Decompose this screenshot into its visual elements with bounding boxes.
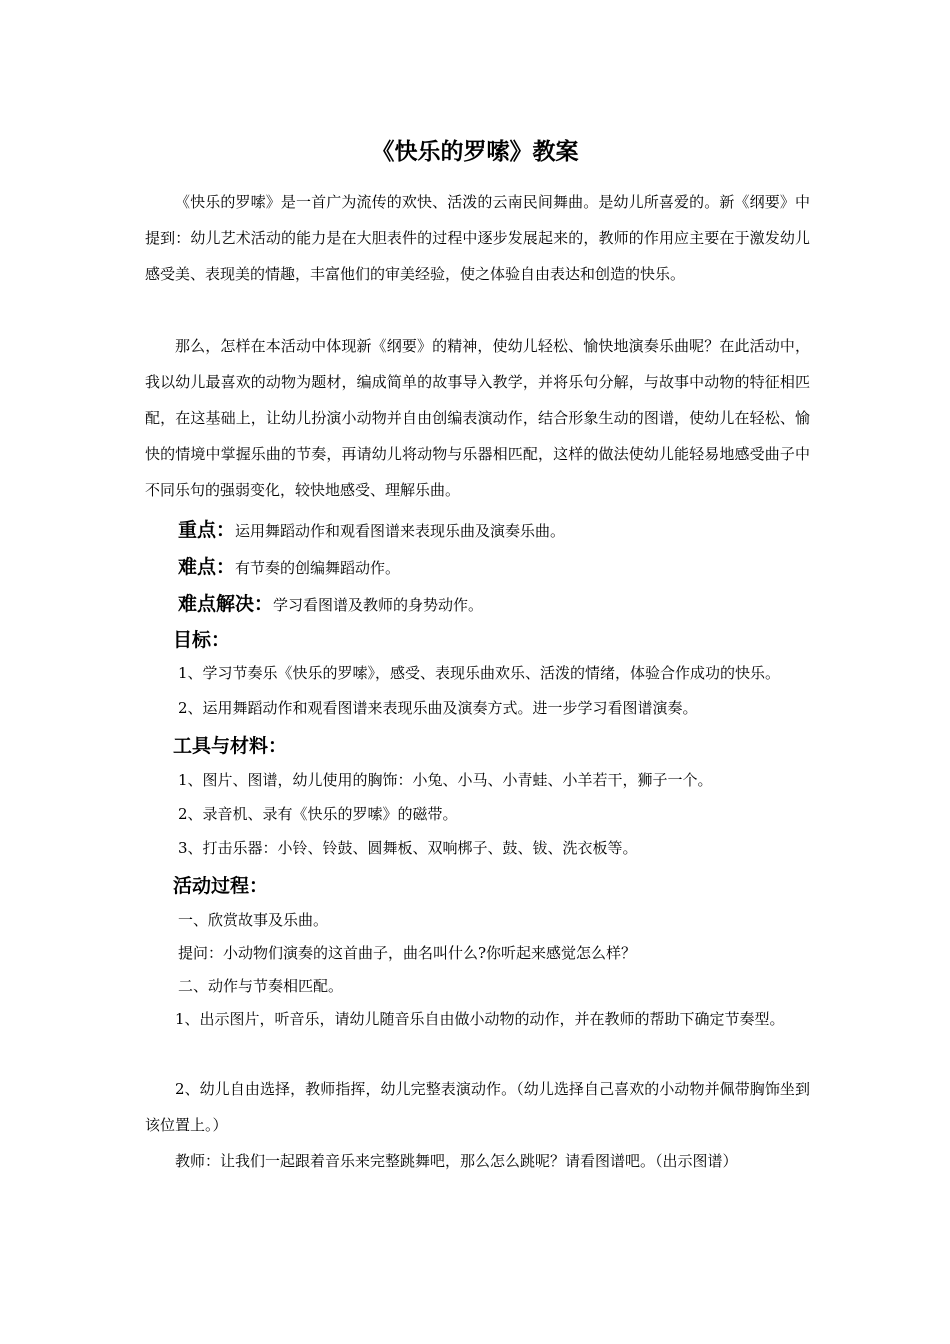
goal-item-2: 2、运用舞蹈动作和观看图谱来表现乐曲及演奏方式。进一步学习看图谱演奏。 <box>178 699 698 717</box>
document-title: 《快乐的罗嗦》教案 <box>371 139 579 165</box>
process-step-1: 一、欣赏故事及乐曲。 <box>178 911 329 929</box>
process-question: 提问：小动物们演奏的这首曲子，曲名叫什么?你听起来感觉怎么样？ <box>178 944 637 962</box>
process-heading: 活动过程： <box>173 875 269 897</box>
materials-heading: 工具与材料： <box>173 735 288 757</box>
material-item-3: 3、打击乐器：小铃、铃鼓、圆舞板、双响梆子、鼓、钹、洗衣板等。 <box>178 839 638 857</box>
key-point <box>178 515 565 542</box>
key-point-label: 重点： <box>178 519 236 541</box>
difficulty <box>178 552 400 579</box>
difficulty-solution <box>178 589 483 616</box>
intro-paragraph-1: 《快乐的罗嗦》是一首广为流传的欢快、活泼的云南民间舞曲。是幼儿所喜爱的。新《纲要》中提到：幼儿艺术活动的能力是在大胆表件的过程中逐步发展起来的，教师的作用应主要在于激发幼儿感受美、表现美的情趣，丰富他们的审美经验，使之体验自由表达和创造的快乐。 <box>145 193 810 283</box>
solution-text: 学习看图谱及教师的身势动作。 <box>273 596 484 614</box>
difficulty-text: 有节奏的创编舞蹈动作。 <box>235 559 401 577</box>
material-item-2: 2、录音机、录有《快乐的罗嗦》的磁带。 <box>178 805 458 823</box>
difficulty-label: 难点： <box>178 556 236 578</box>
goals-heading: 目标： <box>173 629 231 651</box>
process-step-2: 二、动作与节奏相匹配。 <box>178 977 344 995</box>
goal-item-1: 1、学习节奏乐《快乐的罗嗦》，感受、表现乐曲欢乐、活泼的情绪，体验合作成功的快乐。 <box>178 664 781 682</box>
process-paragraph-1: 1、出示图片，听音乐，请幼儿随音乐自由做小动物的动作，并在教师的帮助下确定节奏型。 <box>175 1010 785 1028</box>
key-point-text: 运用舞蹈动作和观看图谱来表现乐曲及演奏乐曲。 <box>235 522 566 540</box>
solution-label: 难点解决： <box>178 593 274 615</box>
intro-paragraph-2: 那么，怎样在本活动中体现新《纲要》的精神，使幼儿轻松、愉快地演奏乐曲呢？在此活动中，我以幼儿最喜欢的动物为题材，编成简单的故事导入教学，并将乐句分解，与故事中动物的特征相匹配，在这基础上，让幼儿扮演小动物并自由创编表演动作，结合形象生动的图谱，使幼儿在轻松、愉快的情境中掌握乐曲的节奏，再请幼儿将动物与乐器相匹配，这样的做法使幼儿能轻易地感受曲子中不同乐句的强弱变化，较快地感受、理解乐曲。 <box>145 337 810 499</box>
process-paragraph-2: 2、幼儿自由选择，教师指挥，幼儿完整表演动作。（幼儿选择自己喜欢的小动物并佩带胸饰坐到该位置上。） <box>145 1080 810 1134</box>
process-paragraph-3: 教师：让我们一起跟着音乐来完整跳舞吧，那么怎么跳呢？请看图谱吧。（出示图谱） <box>175 1152 738 1170</box>
material-item-1: 1、图片、图谱，幼儿使用的胸饰：小兔、小马、小青蛙、小羊若干，狮子一个。 <box>178 771 713 789</box>
